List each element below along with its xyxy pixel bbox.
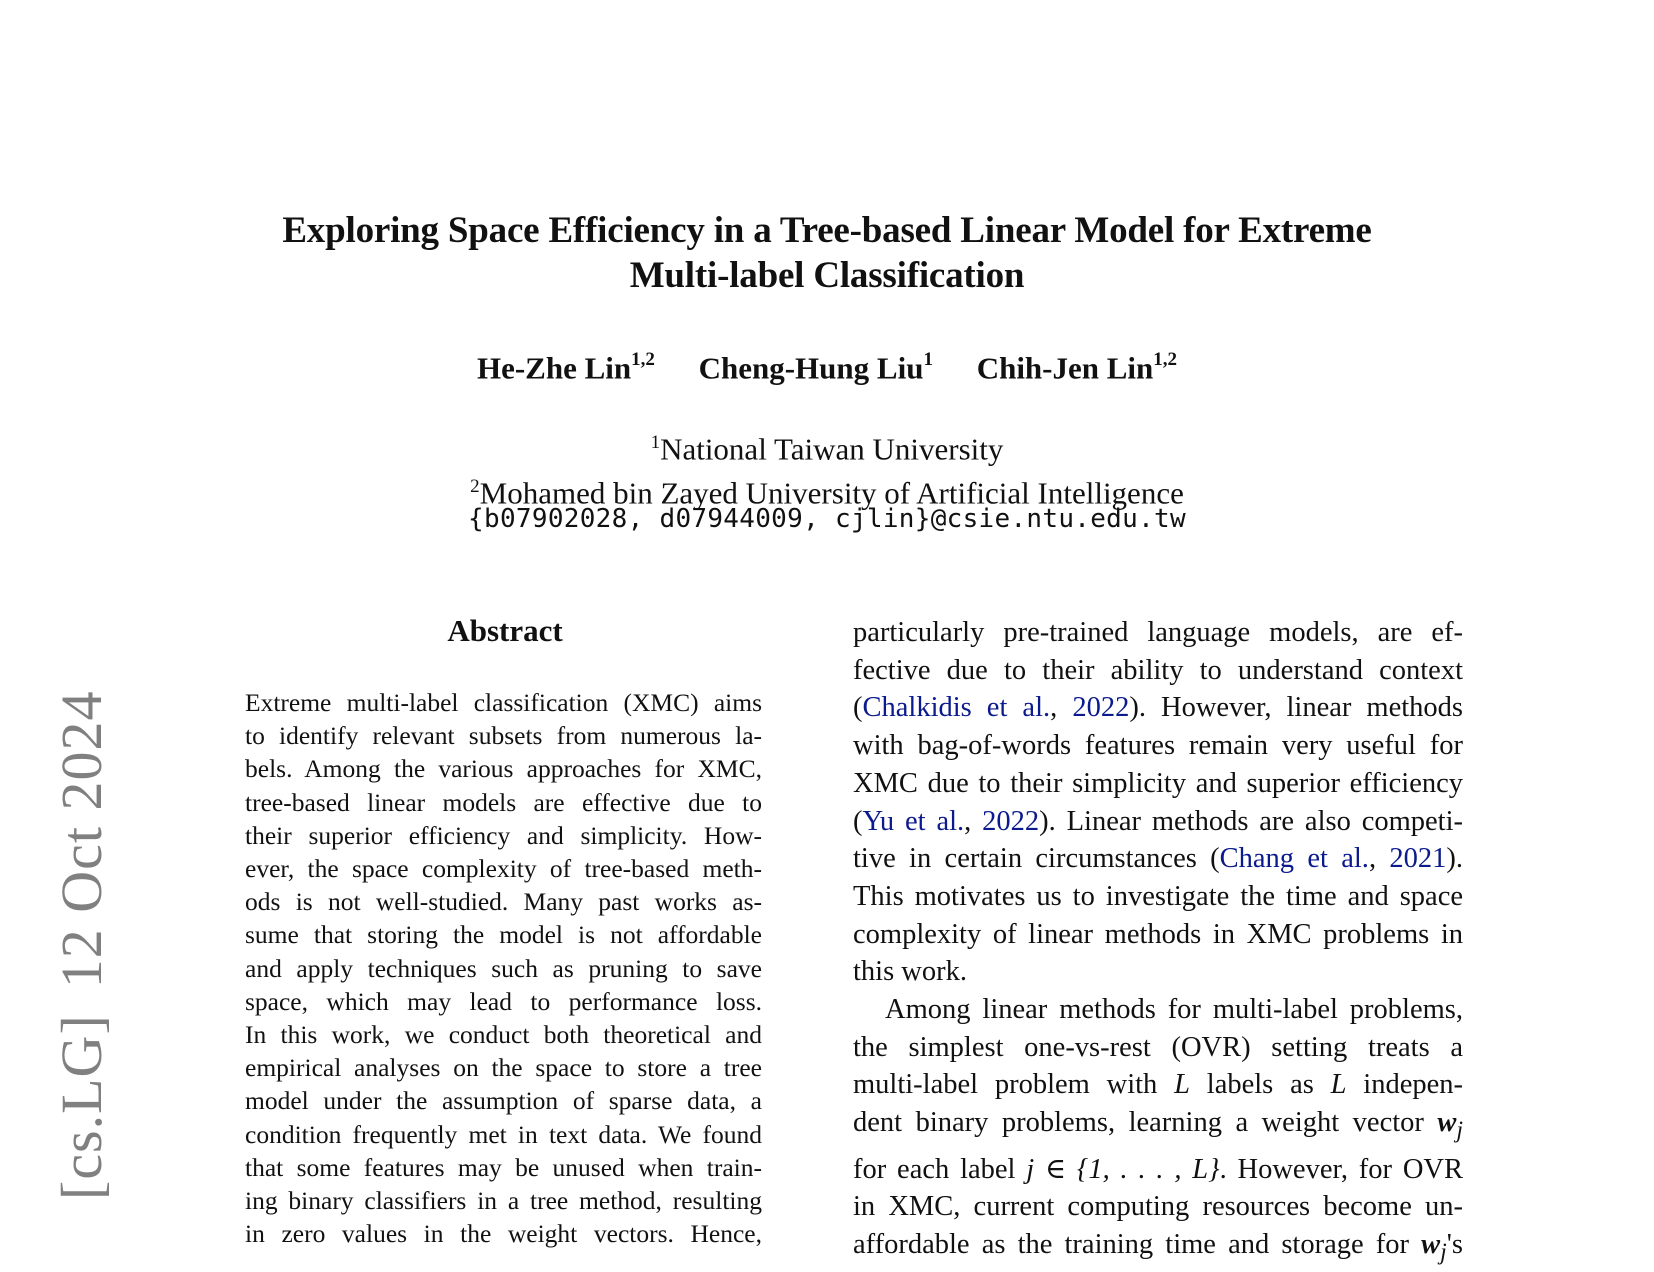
author-list bbox=[0, 342, 1654, 388]
abstract-line: ods is not well-studied. Many past works as- bbox=[245, 887, 762, 917]
body-line: Among linear methods for multi-label problems, bbox=[885, 994, 1463, 1026]
citation-year-link[interactable]: 2022 bbox=[982, 805, 1040, 837]
body-line: with bag-of-words features remain very useful for bbox=[853, 730, 1463, 762]
abstract-line: bels. Among the various approaches for XMC, bbox=[245, 754, 762, 784]
body-line: tive in certain circumstances (Chang et al., 2021). bbox=[853, 843, 1464, 875]
math-L: L bbox=[1330, 1069, 1347, 1101]
affiliation-mark: 1 bbox=[923, 349, 933, 370]
arxiv-side-stamp bbox=[48, 690, 115, 1200]
body-line: This motivates us to investigate the time and space bbox=[853, 880, 1463, 912]
abstract-line: and apply techniques such as pruning to save bbox=[245, 953, 762, 983]
title-line-1: Exploring Space Efficiency in a Tree-based Linear Model for Extreme bbox=[282, 210, 1372, 251]
author: He-Zhe Lin$^{1,2}$ bbox=[476, 349, 655, 386]
body-line: complexity of linear methods in XMC problems in bbox=[853, 918, 1463, 950]
abstract-line: tree-based linear models are effective due to bbox=[245, 787, 762, 817]
abstract-line: that some features may be unused when train- bbox=[245, 1152, 762, 1182]
abstract-line: sume that storing the model is not affordable bbox=[245, 920, 762, 950]
abstract-heading: Abstract bbox=[447, 613, 563, 648]
body-line: this work. bbox=[853, 956, 967, 988]
citation-year-link[interactable]: 2021 bbox=[1389, 843, 1447, 875]
body-line: multi-label problem with L labels as L indepen- bbox=[853, 1069, 1463, 1101]
body-line: (Yu et al., 2022). Linear methods are also competi- bbox=[853, 805, 1463, 837]
abstract-line: ever, the space complexity of tree-based meth- bbox=[245, 854, 762, 884]
citation-year-link[interactable]: 2022 bbox=[1072, 692, 1130, 724]
arxiv-date: 12 Oct 2024 bbox=[49, 690, 114, 989]
abstract-line: In this work, we conduct both theoretical and bbox=[245, 1020, 762, 1050]
affiliation-mark: 1,2 bbox=[1153, 349, 1178, 370]
affiliation-list bbox=[0, 424, 1654, 513]
paper-title bbox=[0, 208, 1654, 298]
author-emails: {b07902028, d07944009, cjlin}@csie.ntu.edu.tw bbox=[468, 504, 1186, 534]
math-weight-vector: w bbox=[1437, 1107, 1457, 1139]
arxiv-category: [cs.LG] bbox=[49, 1014, 114, 1200]
body-line: particularly pre-trained language models, are ef- bbox=[853, 617, 1463, 648]
body-line: fective due to their ability to understand context bbox=[853, 654, 1463, 686]
citation-link-chalkidis[interactable]: Chalkidis et al. bbox=[862, 692, 1051, 724]
author: Cheng-Hung Liu$^1$ bbox=[698, 349, 933, 386]
affiliation: $^2$Mohamed bin Zayed University of Artificial Intelligence bbox=[470, 475, 1184, 511]
title-line-2: Multi-label Classification bbox=[629, 255, 1025, 296]
abstract-line: in zero values in the weight vectors. Hence, bbox=[245, 1219, 762, 1249]
abstract-line: space, which may lead to performance loss. bbox=[245, 986, 762, 1016]
abstract-line: empirical analyses on the space to store a tree bbox=[245, 1053, 762, 1083]
abstract-line: condition frequently met in text data. We found bbox=[245, 1119, 762, 1149]
body-line: for each label j ∈ {1, . . . , L}. However, for OVR bbox=[853, 1153, 1463, 1185]
affiliation-mark: 1,2 bbox=[631, 349, 655, 370]
body-line: (Chalkidis et al., 2022). However, linear methods bbox=[853, 692, 1464, 724]
math-label-set: j ∈ {1, . . . , L} bbox=[1026, 1153, 1220, 1185]
abstract-line: Extreme multi-label classification (XMC) aims bbox=[245, 688, 762, 717]
math-L: L bbox=[1174, 1069, 1190, 1101]
author: Chih-Jen Lin$^{1,2}$ bbox=[976, 349, 1178, 386]
body-line: dent binary problems, learning a weight vector $w_j$ bbox=[853, 1107, 1463, 1144]
body-line: the simplest one-vs-rest (OVR) setting treats a bbox=[853, 1031, 1463, 1063]
math-weight-vector: w bbox=[1421, 1228, 1441, 1260]
abstract-body bbox=[245, 686, 762, 1250]
abstract-line: ing binary classifiers in a tree method, resulting bbox=[245, 1186, 762, 1216]
abstract-line: model under the assumption of sparse data, a bbox=[245, 1086, 762, 1116]
body-line: XMC due to their simplicity and superior efficiency bbox=[853, 767, 1463, 799]
citation-link-yu[interactable]: Yu et al. bbox=[862, 805, 965, 837]
introduction-body bbox=[853, 614, 1463, 1272]
citation-link-chang[interactable]: Chang et al. bbox=[1219, 843, 1369, 875]
abstract-line: their superior efficiency and simplicity. How- bbox=[245, 820, 762, 850]
affiliation: $^1$National Taiwan University bbox=[650, 431, 1004, 467]
body-line: affordable as the training time and storage for $w_j's$ bbox=[853, 1228, 1463, 1266]
abstract-line: to identify relevant subsets from numerous la- bbox=[245, 721, 762, 751]
body-line: in XMC, current computing resources become un- bbox=[853, 1191, 1463, 1223]
